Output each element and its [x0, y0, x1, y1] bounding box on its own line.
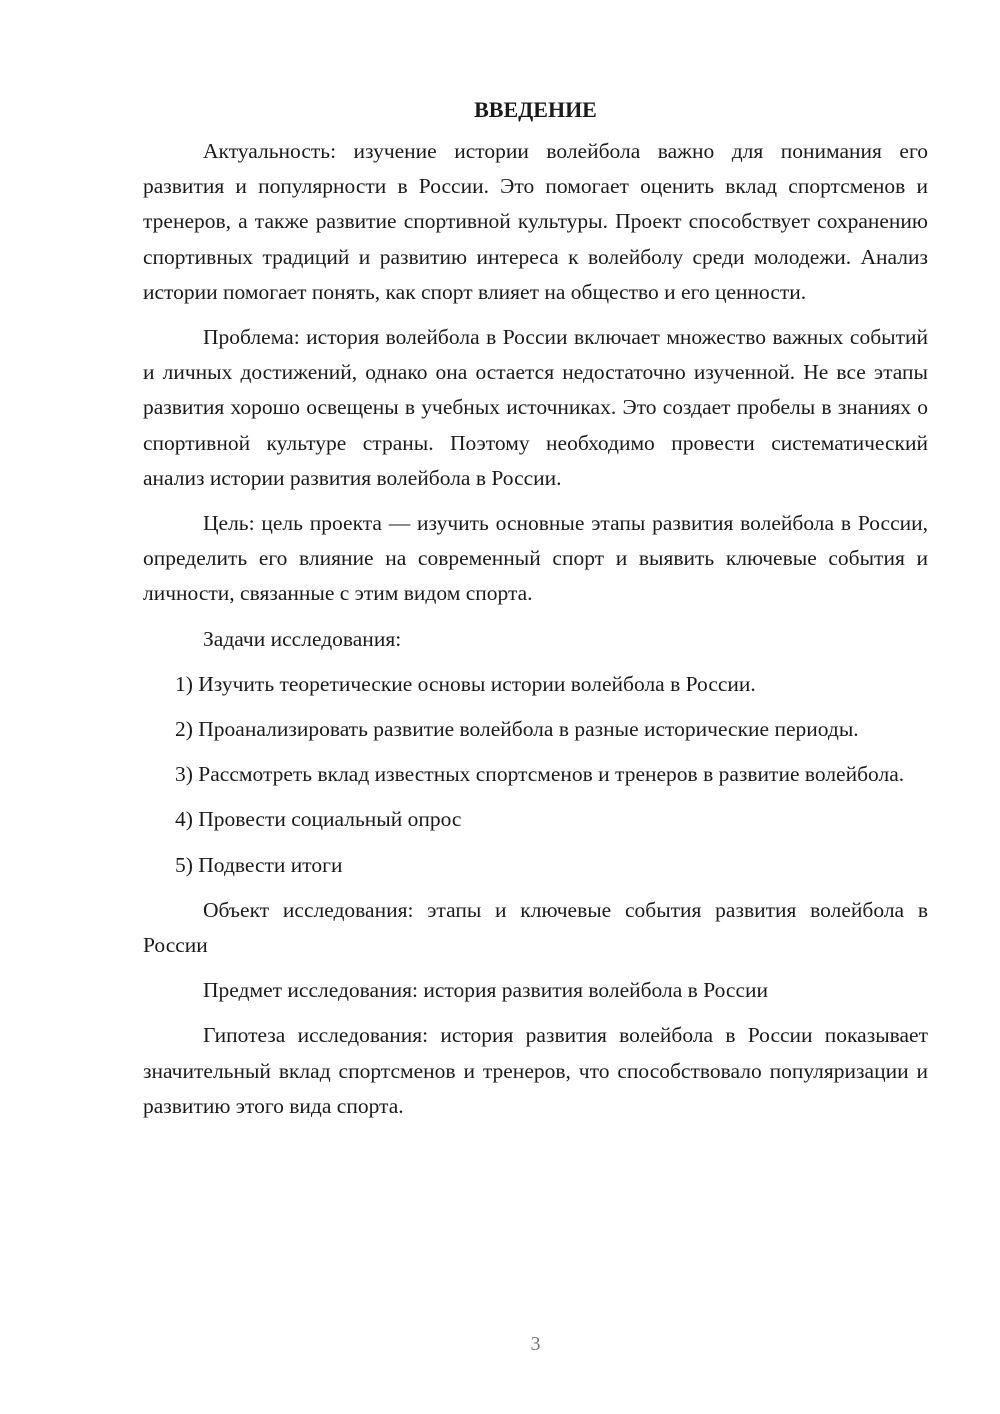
- subject-paragraph: Предмет исследования: история развития волейбола в России: [203, 978, 768, 1003]
- page-number: 3: [530, 1333, 541, 1355]
- task-item-1: 1) Изучить теоретические основы истории волейбола в России.: [175, 671, 756, 696]
- task-item-3: 3) Рассмотреть вклад известных спортсменов и тренеров в развитие волейбола.: [175, 762, 905, 787]
- task-item-2: 2) Проанализировать развитие волейбола в разные исторические периоды.: [175, 717, 859, 742]
- tasks-heading: Задачи исследования:: [203, 626, 402, 651]
- task-item-5: 5) Подвести итоги: [175, 852, 343, 877]
- relevance-paragraph: Актуальность: изучение истории волейбола важно для понимания его развития и популярности в России. Это помогает оценить вклад спортсменов и тренеров, а также развитие спортивной культуры. Проект способствует сохранению спортивных традиций и развитию интереса к волейболу среди молодежи. Анализ истории помогает понять, как спорт влияет на общество и его ценности.: [143, 139, 928, 304]
- object-paragraph: Объект исследования: этапы и ключевые события развития волейбола в России: [143, 897, 928, 958]
- task-item-4: 4) Провести социальный опрос: [175, 807, 462, 832]
- problem-paragraph: Проблема: история волейбола в России включает множество важных событий и личных достижений, однако она остается недостаточно изученной. Не все этапы развития хорошо освещены в учебных источниках. Это создает пробелы в знаниях о спортивной культуре страны. Поэтому необходимо провести систематический анализ истории развития волейбола в России.: [143, 325, 928, 490]
- page-title: ВВЕДЕНИЕ: [474, 97, 597, 122]
- hypothesis-paragraph: Гипотеза исследования: история развития волейбола в России показывает значительный вклад спортсменов и тренеров, что способствовало популяризации и развитию этого вида спорта.: [143, 1023, 928, 1118]
- document-page: [143, 92, 928, 1134]
- goal-paragraph: Цель: цель проекта — изучить основные этапы развития волейбола в России, определить его влияние на современный спорт и выявить ключевые события и личности, связанные с этим видом спорта.: [143, 511, 928, 606]
